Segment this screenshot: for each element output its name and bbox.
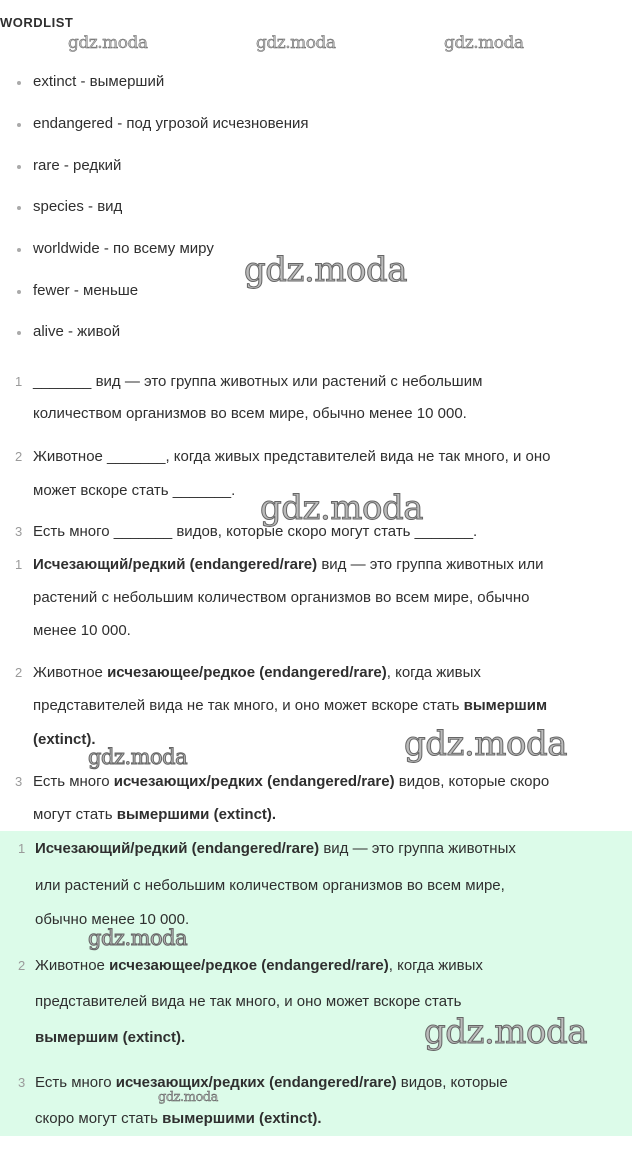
answer-word: Исчезающий/редкий (endangered/rare) [35, 840, 320, 857]
text-segment: Есть много [35, 1074, 116, 1091]
wordlist-item: alive - живой [33, 323, 121, 340]
wordlist-item: rare - редкий [33, 157, 122, 174]
task-number: 1 [15, 374, 23, 389]
task-number: 2 [15, 449, 23, 464]
bullet-icon [17, 331, 21, 335]
highlighted-answer-line [35, 1074, 508, 1092]
text-segment: , когда живых [388, 957, 483, 974]
watermark-logo: gdz.moda [424, 1012, 587, 1052]
highlighted-answer-line [35, 957, 483, 975]
answer-word: (extinct). [33, 731, 96, 748]
bullet-icon [17, 123, 21, 127]
text-segment: Животное _______, когда живых представителей вида не так много, и оно [33, 448, 551, 465]
text-segment: Животное [33, 664, 108, 681]
answer-line [33, 806, 276, 824]
answer-line [33, 622, 131, 640]
text-segment: количеством организмов во всем мире, обычно менее 10 000. [33, 405, 467, 422]
text-segment: Животное [35, 957, 110, 974]
bullet-icon [17, 206, 21, 210]
bullet-icon [17, 165, 21, 169]
watermark-logo: gdz.moda [158, 1090, 218, 1105]
wordlist-item: worldwide - по всему миру [33, 240, 214, 257]
watermark-logo: gdz.moda [404, 724, 567, 764]
wordlist-item: fewer - меньше [33, 282, 139, 299]
watermark-logo: gdz.moda [88, 926, 188, 950]
highlighted-answer-line [35, 1029, 185, 1047]
text-segment: видов, которые скоро [394, 773, 550, 790]
answer-number: 2 [15, 665, 23, 680]
highlighted-answer-number: 2 [18, 958, 26, 973]
answer-line [33, 589, 529, 607]
bullet-icon [17, 290, 21, 294]
answer-word: Исчезающий/редкий (endangered/rare) [33, 556, 318, 573]
wordlist-item: extinct - вымерший [33, 73, 165, 90]
answer-line [33, 697, 547, 715]
answer-word: вымершими (extinct). [116, 806, 277, 823]
task-line [33, 405, 467, 423]
text-segment: _______ вид — это группа животных или растений с небольшим [33, 373, 483, 390]
highlighted-answer-line [35, 993, 461, 1011]
text-segment: могут стать [33, 806, 117, 823]
text-segment: менее 10 000. [33, 622, 131, 639]
text-segment: Есть много _______ видов, которые скоро могут стать _______. [33, 523, 478, 540]
answer-line [33, 731, 96, 749]
answer-word: вымершими (extinct). [162, 1110, 322, 1127]
text-segment: , когда живых [386, 664, 481, 681]
answer-line [33, 773, 549, 791]
text-segment: вид — это группа животных [319, 840, 516, 857]
answer-word: вымершим [463, 697, 548, 714]
wordlist-heading: WORDLIST [0, 18, 74, 30]
text-segment: видов, которые [396, 1074, 508, 1091]
answer-word: исчезающее/редкое (endangered/rare) [109, 957, 389, 974]
text-segment: обычно менее 10 000. [35, 911, 190, 928]
text-segment: скоро могут стать [35, 1110, 163, 1127]
highlighted-answer-line [35, 911, 189, 929]
task-line [33, 448, 551, 466]
highlighted-answer-line [35, 840, 516, 858]
answer-word: исчезающих/редких (endangered/rare) [115, 1074, 397, 1091]
highlighted-answer-line [35, 1110, 322, 1128]
bullet-icon [17, 81, 21, 85]
answer-line [33, 664, 481, 682]
highlighted-answer-line [35, 877, 505, 895]
text-segment: представителей вида не так много, и оно может вскоре стать [35, 993, 462, 1010]
watermark-logo: gdz.moda [260, 488, 423, 528]
text-segment: или растений с небольшим количеством организмов во всем мире, [35, 877, 505, 894]
answer-number: 1 [15, 557, 23, 572]
wordlist-item: species - вид [33, 198, 123, 215]
text-segment: Есть много [33, 773, 114, 790]
answer-number: 3 [15, 774, 23, 789]
answer-word: исчезающих/редких (endangered/rare) [113, 773, 395, 790]
bullet-icon [17, 248, 21, 252]
watermark-logo: gdz.moda [256, 33, 336, 53]
task-line [33, 482, 235, 500]
answer-line [33, 556, 544, 574]
wordlist-item: endangered - под угрозой исчезновения [33, 115, 309, 132]
task-line [33, 523, 477, 541]
watermark-logo: gdz.moda [444, 33, 524, 53]
text-segment: представителей вида не так много, и оно может вскоре стать [33, 697, 464, 714]
watermark-logo: gdz.moda [68, 33, 148, 53]
highlighted-answer-number: 3 [18, 1075, 26, 1090]
watermark-logo: gdz.moda [244, 250, 407, 290]
text-segment: растений с небольшим количеством организмов во всем мире, обычно [33, 589, 530, 606]
watermark-logo: gdz.moda [88, 745, 188, 769]
text-segment: вид — это группа животных или [317, 556, 544, 573]
answer-word: вымершим (extinct). [35, 1029, 186, 1046]
highlighted-answer-number: 1 [18, 841, 26, 856]
text-segment: может вскоре стать _______. [33, 482, 236, 499]
answer-word: исчезающее/редкое (endangered/rare) [107, 664, 387, 681]
task-line [33, 373, 482, 391]
task-number: 3 [15, 524, 23, 539]
